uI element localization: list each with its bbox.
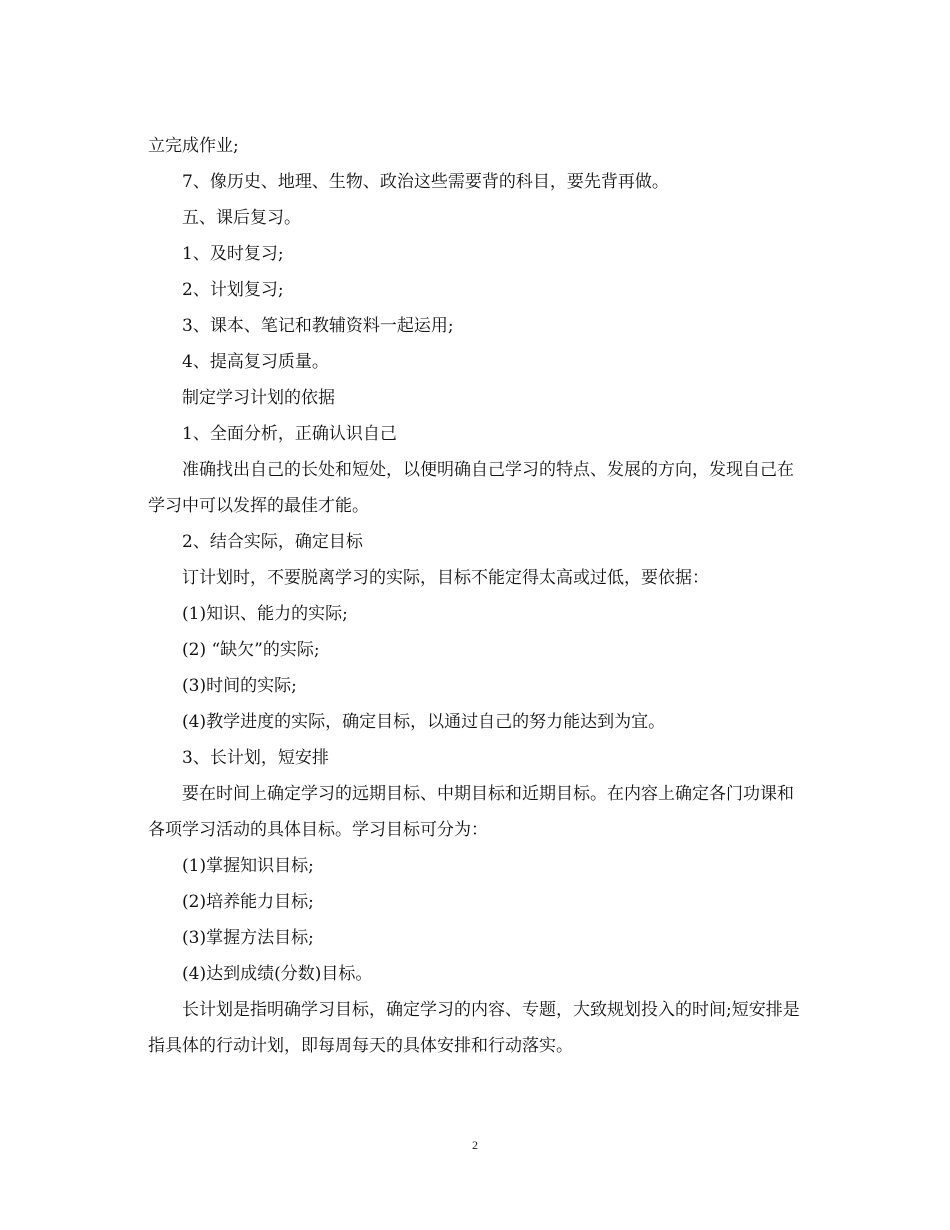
paragraph-plan: 要在时间上确定学习的远期目标、中期目标和近期目标。在内容上确定各门功课和各项学习活动的具体目标。学习目标可分为： <box>148 784 794 840</box>
paragraph-summary: 长计划是指明确学习目标，确定学习的内容、专题，大致规划投入的时间;短安排是指具体的行动计划，即每周每天的具体安排和行动落实。 <box>148 1000 800 1056</box>
document-body <box>148 128 802 1064</box>
section-heading-basis: 制定学习计划的依据 <box>182 388 335 408</box>
page-number: 2 <box>472 1138 478 1152</box>
paragraph-0: 立完成作业; <box>148 136 239 156</box>
list-item: 2、计划复习; <box>182 280 284 300</box>
paragraph-analysis: 准确找出自己的长处和短处，以便明确自己学习的特点、发展的方向，发现自己在学习中可以发挥的最佳才能。 <box>148 460 794 516</box>
list-item: (2)培养能力目标; <box>182 892 314 912</box>
list-item: (4)达到成绩(分数)目标。 <box>182 964 373 984</box>
section-heading-review: 五、课后复习。 <box>182 208 301 228</box>
subheading-analysis: 1、全面分析，正确认识自己 <box>182 424 397 444</box>
list-item: 3、课本、笔记和教辅资料一起运用; <box>182 316 454 336</box>
list-item: 1、及时复习; <box>182 244 284 264</box>
list-item: (3)时间的实际; <box>182 676 297 696</box>
subheading-plan: 3、长计划，短安排 <box>182 748 329 768</box>
list-item: (4)教学进度的实际，确定目标，以通过自己的努力能达到为宜。 <box>182 712 666 732</box>
paragraph-1: 7、像历史、地理、生物、政治这些需要背的科目，要先背再做。 <box>182 172 669 192</box>
list-item: (1)掌握知识目标; <box>182 856 314 876</box>
list-item: (3)掌握方法目标; <box>182 928 314 948</box>
list-item: 4、提高复习质量。 <box>182 352 329 372</box>
subheading-goals: 2、结合实际，确定目标 <box>182 532 363 552</box>
list-item: (2) “缺欠”的实际; <box>182 640 320 660</box>
list-item: (1)知识、能力的实际; <box>182 604 348 624</box>
paragraph-goals: 订计划时，不要脱离学习的实际，目标不能定得太高或过低，要依据： <box>182 568 709 588</box>
